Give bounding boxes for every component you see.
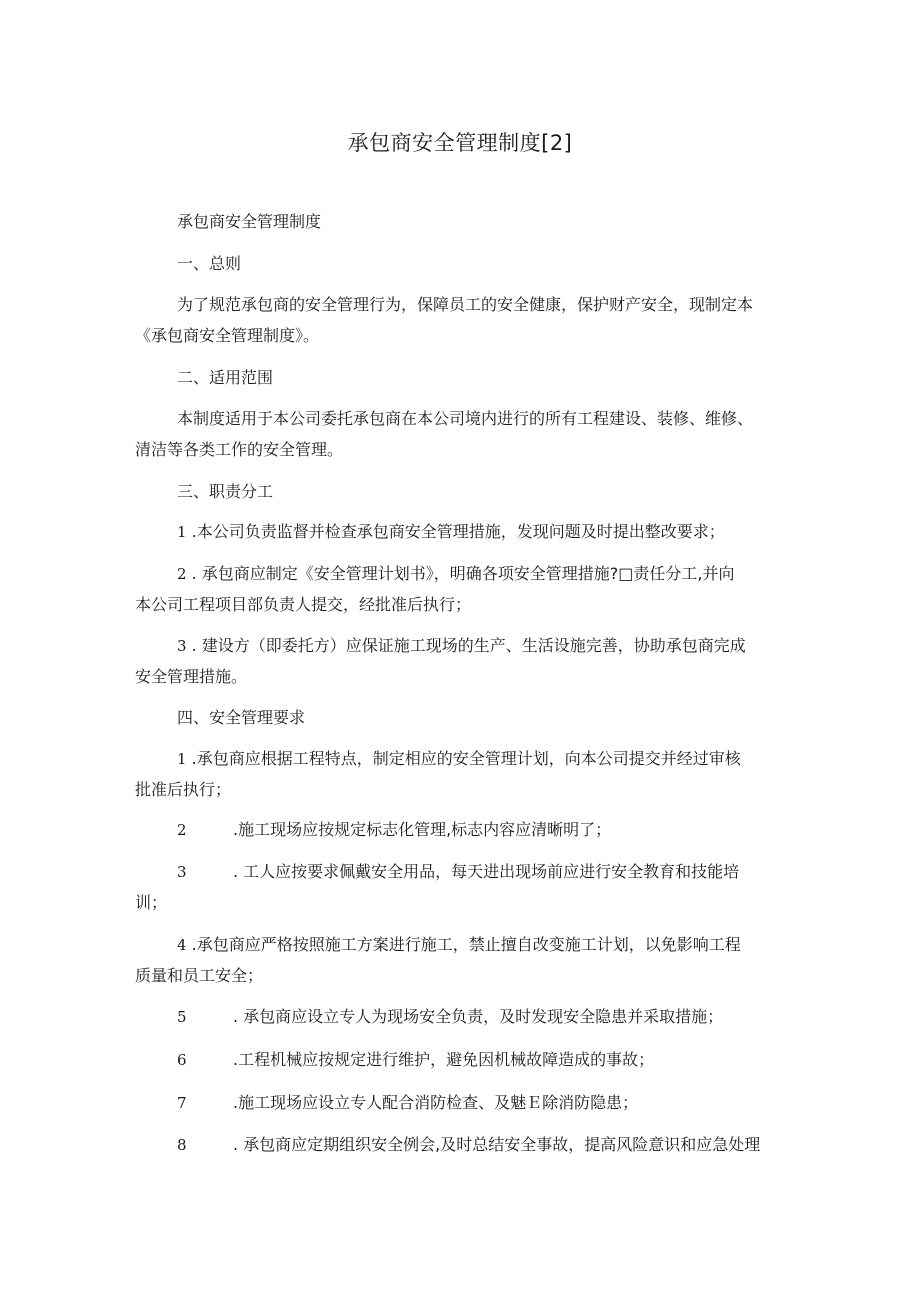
list-item-number: 8 xyxy=(177,1136,187,1154)
list-item xyxy=(135,856,795,918)
list-item xyxy=(135,1129,795,1160)
list-item xyxy=(135,630,795,692)
list-item-text: .承包商应根据工程特点，制定相应的安全管理计划，向本公司提交并经过审核 xyxy=(186,749,741,768)
list-item-number: 5 xyxy=(177,1008,187,1026)
list-item xyxy=(135,1001,795,1032)
list-item-text-continued: 批准后执行； xyxy=(135,780,232,799)
list-item xyxy=(135,814,795,845)
section-requirements-heading: 四、安全管理要求 xyxy=(177,708,306,727)
list-item xyxy=(135,558,795,620)
section-general-paragraph: 为了规范承包商的安全管理行为，保障员工的安全健康，保护财产安全，现制定本 《承包商安全管理制度》。 xyxy=(135,295,754,345)
list-item xyxy=(135,1087,795,1118)
list-item-text: . 工人应按要求佩戴安全用品，每天进出现场前应进行安全教育和技能培 xyxy=(233,862,740,881)
list-item-number: 2 xyxy=(177,565,187,583)
list-item-text: . 承包商应设立专人为现场安全负责，及时发现安全隐患并采取措施； xyxy=(233,1007,724,1026)
list-item-number: 7 xyxy=(177,1094,187,1112)
list-item-number: 1 xyxy=(177,523,187,541)
list-item-text: .本公司负责监督并检查承包商安全管理措施，发现问题及时提出整改要求； xyxy=(186,522,725,541)
section-general-heading: 一、总则 xyxy=(177,254,242,273)
list-item xyxy=(135,1044,795,1075)
list-item-number: 3 xyxy=(177,637,187,655)
list-item xyxy=(135,743,795,805)
list-item-text: .工程机械应按规定进行维护，避免因机械故障造成的事故； xyxy=(233,1050,655,1069)
list-item xyxy=(135,929,795,991)
list-item-text-continued: 安全管理措施。 xyxy=(135,667,248,686)
list-item-text: .承包商应严格按照施工方案进行施工，禁止擅自改变施工计划，以免影响工程 xyxy=(186,935,741,954)
document-title: 承包商安全管理制度[2] xyxy=(347,131,573,155)
list-item-text-continued: 质量和员工安全； xyxy=(135,966,264,985)
section-duties-heading: 三、职责分工 xyxy=(177,482,274,501)
document-subtitle: 承包商安全管理制度 xyxy=(177,212,322,231)
list-item-text: . 建设方（即委托方）应保证施工现场的生产、生活设施完善，协助承包商完成 xyxy=(186,636,746,655)
list-item-number: 4 xyxy=(177,936,187,954)
list-item-text: . 承包商应制定《安全管理计划书》，明确各项安全管理措施?□责任分工,并向 xyxy=(186,564,735,583)
list-item-text: .施工现场应设立专人配合消防检查、及魅Ｅ除消防隐患； xyxy=(233,1093,639,1112)
list-item-text-continued: 训； xyxy=(135,893,168,912)
section-scope-paragraph: 本制度适用于本公司委托承包商在本公司境内进行的所有工程建设、装修、维修、 清洁等各类工作的安全管理。 xyxy=(135,409,754,459)
list-item-number: 6 xyxy=(177,1051,187,1069)
list-item-number: 3 xyxy=(177,863,187,881)
list-item-text: .施工现场应按规定标志化管理,标志内容应清晰明了； xyxy=(233,820,612,839)
list-item-text: . 承包商应定期组织安全例会,及时总结安全事故，提高风险意识和应急处理 xyxy=(233,1135,761,1154)
list-item-number: 2 xyxy=(177,821,187,839)
list-item-text-continued: 本公司工程项目部负责人提交，经批准后执行； xyxy=(135,595,472,614)
list-item-number: 1 xyxy=(177,750,187,768)
section-scope-heading: 二、适用范围 xyxy=(177,368,274,387)
list-item xyxy=(135,516,795,547)
